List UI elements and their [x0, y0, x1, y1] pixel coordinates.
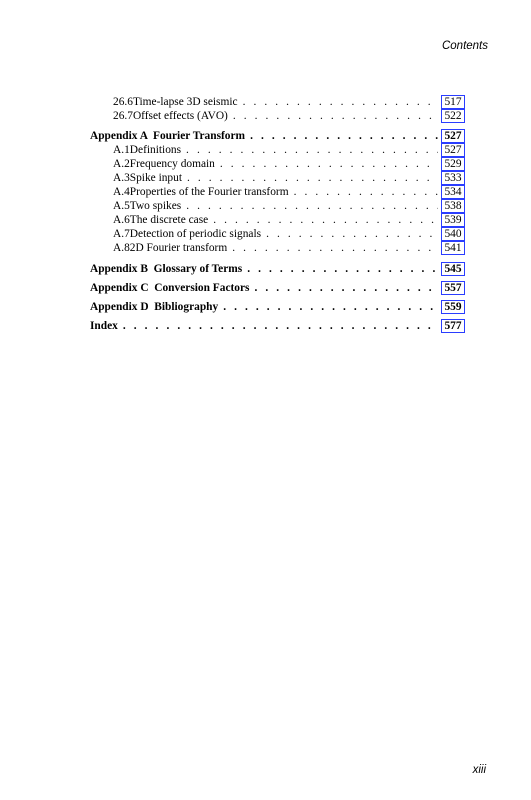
page-number: xiii	[472, 764, 486, 776]
page-link[interactable]: 545	[441, 262, 465, 276]
entry-title: Appendix A Fourier Transform	[90, 130, 246, 142]
toc-entry-a-5[interactable]	[90, 199, 465, 213]
entry-title: Frequency domain	[129, 158, 215, 170]
toc-entry-26-7[interactable]	[90, 109, 465, 123]
entry-number: A.5	[113, 200, 130, 212]
entry-number: A.6	[113, 214, 130, 226]
dot-leader	[123, 319, 438, 333]
dot-leader	[266, 227, 438, 241]
toc-entry-a-6[interactable]	[90, 213, 465, 227]
toc-entry-a-4[interactable]	[90, 185, 465, 199]
dot-leader	[186, 143, 438, 157]
page-link[interactable]: 529	[441, 157, 465, 171]
entry-number: A.8	[113, 242, 130, 254]
entry-title: 2D Fourier transform	[129, 242, 228, 254]
toc-entry-26-6[interactable]	[90, 95, 465, 109]
toc-entry-a-1[interactable]	[90, 143, 465, 157]
entry-number: A.3	[113, 172, 130, 184]
entry-number: A.1	[113, 144, 130, 156]
toc-entry-a-7[interactable]	[90, 227, 465, 241]
entry-title: Detection of periodic signals	[129, 228, 262, 240]
entry-title: Time-lapse 3D seismic	[132, 96, 238, 108]
page-link[interactable]: 539	[441, 213, 465, 227]
page-link[interactable]: 534	[441, 185, 465, 199]
entry-title: Spike input	[129, 172, 182, 184]
page-link[interactable]: 527	[441, 143, 465, 157]
dot-leader	[243, 95, 438, 109]
entry-title: Definitions	[129, 144, 182, 156]
toc-entry-a-3[interactable]	[90, 171, 465, 185]
entry-number: A.2	[113, 158, 130, 170]
toc-entry-appendix-d[interactable]	[90, 300, 465, 314]
dot-leader	[223, 300, 438, 314]
entry-number: 26.7	[113, 110, 133, 122]
page-link[interactable]: 522	[441, 109, 465, 123]
entry-title: Index	[90, 320, 118, 332]
toc-entry-appendix-c[interactable]	[90, 281, 465, 295]
toc-entry-a-8[interactable]	[90, 241, 465, 255]
dot-leader	[247, 262, 438, 276]
toc-entry-index[interactable]	[90, 319, 465, 333]
entry-title: Appendix C Conversion Factors	[90, 282, 250, 294]
entry-number: A.4	[113, 186, 130, 198]
entry-number: 26.6	[113, 96, 133, 108]
entry-title: Properties of the Fourier transform	[129, 186, 289, 198]
dot-leader	[232, 241, 438, 255]
entry-title: Appendix D Bibliography	[90, 301, 219, 313]
page-link[interactable]: 557	[441, 281, 465, 295]
dot-leader	[250, 129, 438, 143]
entry-title: Offset effects (AVO)	[132, 110, 228, 122]
dot-leader	[187, 171, 438, 185]
dot-leader	[294, 185, 438, 199]
page-link[interactable]: 538	[441, 199, 465, 213]
toc-entry-appendix-b[interactable]	[90, 262, 465, 276]
page-link[interactable]: 541	[441, 241, 465, 255]
page-link[interactable]: 517	[441, 95, 465, 109]
dot-leader	[186, 199, 438, 213]
entry-number: A.7	[113, 228, 130, 240]
entry-title: Appendix B Glossary of Terms	[90, 263, 243, 275]
entry-title: Two spikes	[129, 200, 182, 212]
dot-leader	[220, 157, 438, 171]
page-link[interactable]: 577	[441, 319, 465, 333]
page-link[interactable]: 527	[441, 129, 465, 143]
page-link[interactable]: 540	[441, 227, 465, 241]
page-link[interactable]: 559	[441, 300, 465, 314]
dot-leader	[213, 213, 438, 227]
dot-leader	[233, 109, 438, 123]
entry-title: The discrete case	[129, 214, 209, 226]
toc-entry-a-2[interactable]	[90, 157, 465, 171]
running-header: Contents	[441, 40, 488, 52]
toc-entry-appendix-a[interactable]	[90, 129, 465, 143]
page-link[interactable]: 533	[441, 171, 465, 185]
dot-leader	[254, 281, 438, 295]
